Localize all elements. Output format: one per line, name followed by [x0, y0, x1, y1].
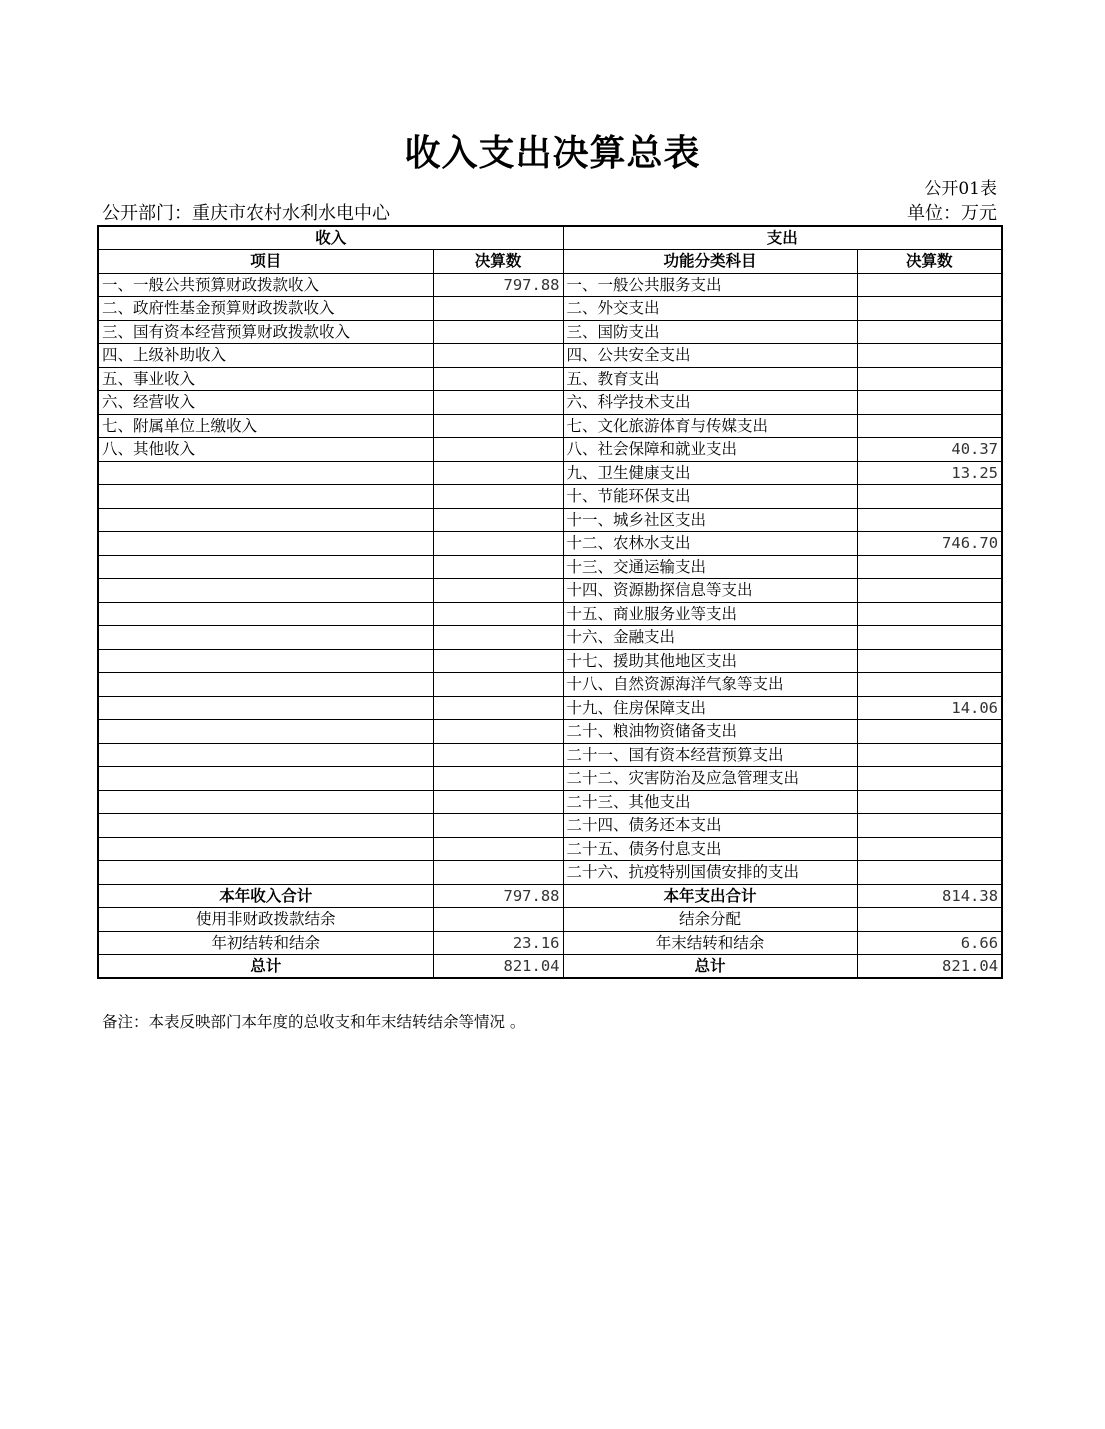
- income-amount-cell: [433, 485, 563, 509]
- income-amount-cell: [433, 579, 563, 603]
- income-amount-cell: [433, 814, 563, 838]
- income-item-cell: [98, 555, 433, 579]
- expense-amount-cell: 13.25: [857, 461, 1002, 485]
- income-amount-cell: [433, 532, 563, 556]
- table-row: [98, 485, 1002, 509]
- unit-label: 单位：万元: [907, 203, 997, 224]
- grand-total-expense-value: 821.04: [857, 955, 1002, 979]
- income-amount-cell: [433, 861, 563, 885]
- income-item-cell: [98, 743, 433, 767]
- expense-amount-cell: [857, 837, 1002, 861]
- footnote: 备注：本表反映部门本年度的总收支和年末结转结余等情况 。: [102, 1013, 526, 1031]
- expense-amount-cell: [857, 485, 1002, 509]
- expense-item-cell: 三、国防支出: [563, 320, 857, 344]
- expense-amount-cell: [857, 579, 1002, 603]
- income-item-cell: [98, 649, 433, 673]
- table-row: [98, 673, 1002, 697]
- expense-amount-cell: [857, 320, 1002, 344]
- column-header-amount: 决算数: [433, 250, 563, 274]
- expense-amount-cell: [857, 861, 1002, 885]
- expense-item-cell: 十七、援助其他地区支出: [563, 649, 857, 673]
- table-row: [98, 344, 1002, 368]
- expense-item-cell: 四、公共安全支出: [563, 344, 857, 368]
- expense-item-cell: 十四、资源勘探信息等支出: [563, 579, 857, 603]
- expense-item-cell: 二十四、债务还本支出: [563, 814, 857, 838]
- income-amount-cell: [433, 673, 563, 697]
- expense-amount-cell: [857, 602, 1002, 626]
- summary-row-balance: [98, 931, 1002, 955]
- table-row: [98, 532, 1002, 556]
- table-row: [98, 391, 1002, 415]
- expense-amount-cell: [857, 743, 1002, 767]
- expense-item-cell: 十八、自然资源海洋气象等支出: [563, 673, 857, 697]
- table-row: [98, 814, 1002, 838]
- income-item-cell: [98, 461, 433, 485]
- form-code: 公开01表: [924, 179, 997, 199]
- expense-amount-cell: [857, 720, 1002, 744]
- expense-amount-cell: 14.06: [857, 696, 1002, 720]
- income-amount-cell: [433, 626, 563, 650]
- table-row: [98, 297, 1002, 321]
- income-item-cell: 三、国有资本经营预算财政拨款收入: [98, 320, 433, 344]
- income-group-header: 收入: [98, 226, 563, 250]
- begin-balance-label: 年初结转和结余: [98, 931, 433, 955]
- expense-amount-cell: [857, 297, 1002, 321]
- expense-item-cell: 十五、商业服务业等支出: [563, 602, 857, 626]
- grand-total-income-value: 821.04: [433, 955, 563, 979]
- income-amount-cell: 797.88: [433, 273, 563, 297]
- expense-amount-cell: [857, 790, 1002, 814]
- table-row: [98, 861, 1002, 885]
- table-row: [98, 320, 1002, 344]
- end-balance-label: 年末结转和结余: [563, 931, 857, 955]
- table-row: [98, 414, 1002, 438]
- expense-item-cell: 十九、住房保障支出: [563, 696, 857, 720]
- expense-amount-cell: [857, 344, 1002, 368]
- income-item-cell: [98, 814, 433, 838]
- income-amount-cell: [433, 602, 563, 626]
- column-header-function-category: 功能分类科目: [563, 250, 857, 274]
- expense-item-cell: 十二、农林水支出: [563, 532, 857, 556]
- income-total-label: 本年收入合计: [98, 884, 433, 908]
- surplus-alloc-value: [857, 908, 1002, 932]
- column-header-item: 项目: [98, 250, 433, 274]
- table-row: [98, 696, 1002, 720]
- non-fiscal-label: 使用非财政拨款结余: [98, 908, 433, 932]
- table-row: [98, 790, 1002, 814]
- table-row: [98, 273, 1002, 297]
- expense-amount-cell: [857, 767, 1002, 791]
- summary-row-annual-total: [98, 884, 1002, 908]
- table-row: [98, 438, 1002, 462]
- table-row: [98, 555, 1002, 579]
- income-item-cell: [98, 720, 433, 744]
- income-item-cell: [98, 790, 433, 814]
- table-column-header-row: [98, 250, 1002, 274]
- table-row: [98, 579, 1002, 603]
- income-item-cell: 六、经营收入: [98, 391, 433, 415]
- income-amount-cell: [433, 461, 563, 485]
- income-item-cell: [98, 602, 433, 626]
- expense-amount-cell: [857, 414, 1002, 438]
- expense-total-value: 814.38: [857, 884, 1002, 908]
- table-group-header-row: [98, 226, 1002, 250]
- income-amount-cell: [433, 555, 563, 579]
- expense-amount-cell: [857, 649, 1002, 673]
- income-item-cell: [98, 626, 433, 650]
- income-item-cell: [98, 673, 433, 697]
- income-amount-cell: [433, 508, 563, 532]
- income-amount-cell: [433, 767, 563, 791]
- expense-item-cell: 十、节能环保支出: [563, 485, 857, 509]
- expense-item-cell: 二十三、其他支出: [563, 790, 857, 814]
- column-header-amount2: 决算数: [857, 250, 1002, 274]
- income-item-cell: [98, 861, 433, 885]
- income-item-cell: [98, 767, 433, 791]
- income-amount-cell: [433, 438, 563, 462]
- income-amount-cell: [433, 790, 563, 814]
- end-balance-value: 6.66: [857, 931, 1002, 955]
- non-fiscal-value: [433, 908, 563, 932]
- income-amount-cell: [433, 391, 563, 415]
- table-row: [98, 837, 1002, 861]
- income-expense-table: [97, 225, 1003, 979]
- expense-group-header: 支出: [563, 226, 1002, 250]
- income-item-cell: 八、其他收入: [98, 438, 433, 462]
- income-amount-cell: [433, 367, 563, 391]
- expense-amount-cell: [857, 814, 1002, 838]
- table-row: [98, 602, 1002, 626]
- grand-total-income-label: 总计: [98, 955, 433, 979]
- income-amount-cell: [433, 743, 563, 767]
- income-item-cell: [98, 696, 433, 720]
- table-row: [98, 767, 1002, 791]
- expense-item-cell: 二十一、国有资本经营预算支出: [563, 743, 857, 767]
- income-item-cell: [98, 837, 433, 861]
- expense-total-label: 本年支出合计: [563, 884, 857, 908]
- income-item-cell: 二、政府性基金预算财政拨款收入: [98, 297, 433, 321]
- income-amount-cell: [433, 320, 563, 344]
- expense-item-cell: 五、教育支出: [563, 367, 857, 391]
- income-item-cell: 一、一般公共预算财政拨款收入: [98, 273, 433, 297]
- income-amount-cell: [433, 837, 563, 861]
- expense-item-cell: 二十五、债务付息支出: [563, 837, 857, 861]
- income-amount-cell: [433, 649, 563, 673]
- expense-amount-cell: [857, 673, 1002, 697]
- expense-item-cell: 二十六、抗疫特别国债安排的支出: [563, 861, 857, 885]
- summary-row-grand-total: [98, 955, 1002, 979]
- income-amount-cell: [433, 297, 563, 321]
- expense-item-cell: 十一、城乡社区支出: [563, 508, 857, 532]
- income-total-value: 797.88: [433, 884, 563, 908]
- page-title: 收入支出决算总表: [404, 133, 701, 174]
- income-item-cell: [98, 485, 433, 509]
- income-item-cell: 四、上级补助收入: [98, 344, 433, 368]
- expense-item-cell: 六、科学技术支出: [563, 391, 857, 415]
- expense-item-cell: 二十、粮油物资储备支出: [563, 720, 857, 744]
- table-row: [98, 626, 1002, 650]
- income-amount-cell: [433, 720, 563, 744]
- expense-item-cell: 十三、交通运输支出: [563, 555, 857, 579]
- expense-item-cell: 二、外交支出: [563, 297, 857, 321]
- income-item-cell: [98, 579, 433, 603]
- income-item-cell: 七、附属单位上缴收入: [98, 414, 433, 438]
- table-row: [98, 743, 1002, 767]
- summary-row-non-fiscal: [98, 908, 1002, 932]
- expense-item-cell: 七、文化旅游体育与传媒支出: [563, 414, 857, 438]
- expense-amount-cell: [857, 273, 1002, 297]
- income-item-cell: 五、事业收入: [98, 367, 433, 391]
- surplus-alloc-label: 结余分配: [563, 908, 857, 932]
- income-amount-cell: [433, 344, 563, 368]
- income-item-cell: [98, 508, 433, 532]
- expense-amount-cell: [857, 508, 1002, 532]
- begin-balance-value: 23.16: [433, 931, 563, 955]
- expense-item-cell: 二十二、灾害防治及应急管理支出: [563, 767, 857, 791]
- expense-item-cell: 一、一般公共服务支出: [563, 273, 857, 297]
- expense-amount-cell: 746.70: [857, 532, 1002, 556]
- income-item-cell: [98, 532, 433, 556]
- expense-item-cell: 十六、金融支出: [563, 626, 857, 650]
- expense-amount-cell: 40.37: [857, 438, 1002, 462]
- income-amount-cell: [433, 414, 563, 438]
- grand-total-expense-label: 总计: [563, 955, 857, 979]
- table-row: [98, 508, 1002, 532]
- department-label: 公开部门：重庆市农村水利水电中心: [102, 203, 390, 224]
- expense-item-cell: 八、社会保障和就业支出: [563, 438, 857, 462]
- table-row: [98, 461, 1002, 485]
- expense-amount-cell: [857, 555, 1002, 579]
- expense-amount-cell: [857, 391, 1002, 415]
- expense-amount-cell: [857, 626, 1002, 650]
- expense-item-cell: 九、卫生健康支出: [563, 461, 857, 485]
- table-row: [98, 720, 1002, 744]
- table-row: [98, 367, 1002, 391]
- expense-amount-cell: [857, 367, 1002, 391]
- table-row: [98, 649, 1002, 673]
- income-amount-cell: [433, 696, 563, 720]
